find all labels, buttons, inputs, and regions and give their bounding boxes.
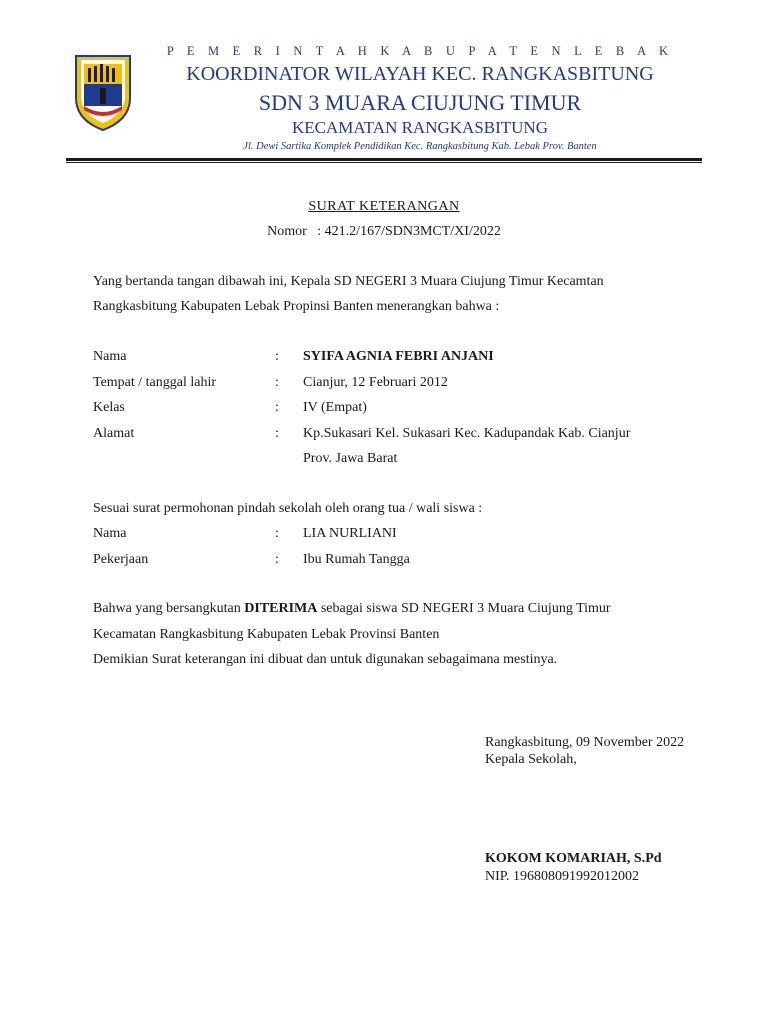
intro-line-2: Rangkasbitung Kabupaten Lebak Propinsi Banten menerangkan bahwa : xyxy=(93,299,500,314)
letter-title: SURAT KETERANGAN xyxy=(308,199,460,214)
header-address: Jl. Dewi Sartika Komplek Pendidikan Kec. Rangkasbitung Kab. Lebak Prov. Banten xyxy=(243,141,597,152)
decision-line-2: Kecamatan Rangkasbitung Kabupaten Lebak Provinsi Banten xyxy=(93,627,440,642)
header-school-name: SDN 3 MUARA CIUJUNG TIMUR xyxy=(258,90,582,115)
decision-keyword: DITERIMA xyxy=(244,601,318,616)
signature-name: KOKOM KOMARIAH, S.Pd xyxy=(485,851,662,866)
student-name-row: Nama : SYIFA AGNIA FEBRI ANJANI xyxy=(93,349,494,364)
parent-name-row: Nama : LIA NURLIANI xyxy=(93,526,397,541)
student-address-row: Alamat : Kp.Sukasari Kel. Sukasari Kec. Kadupandak Kab. Cianjur xyxy=(93,426,631,441)
signature-place-date: Rangkasbitung, 09 November 2022 xyxy=(485,735,685,750)
header-government: P E M E R I N T A H K A B U P A T E N L E B A K xyxy=(166,44,674,58)
header-coordinator: KOORDINATOR WILAYAH KEC. RANGKASBITUNG xyxy=(186,63,654,85)
parent-intro: Sesuai surat permohonan pindah sekolah oleh orang tua / wali siswa : xyxy=(93,501,483,516)
letter-number-value: : 421.2/167/SDN3MCT/XI/2022 xyxy=(317,224,501,239)
decision-line-1: Bahwa yang bersangkutan DITERIMA sebagai siswa SD NEGERI 3 Muara Ciujung Timur xyxy=(93,601,611,616)
parent-job-row: Pekerjaan : Ibu Rumah Tangga xyxy=(93,552,410,567)
student-name: SYIFA AGNIA FEBRI ANJANI xyxy=(303,349,494,364)
signature-position: Kepala Sekolah, xyxy=(485,752,577,767)
header-divider-thick xyxy=(66,158,702,161)
student-address-line-2: Prov. Jawa Barat xyxy=(303,451,398,466)
intro-line-1: Yang bertanda tangan dibawah ini, Kepala SD NEGERI 3 Muara Ciujung Timur Kecamtan xyxy=(93,274,604,289)
student-class-row: Kelas : IV (Empat) xyxy=(93,400,367,415)
closing-line: Demikian Surat keterangan ini dibuat dan untuk digunakan sebagaimana mestinya. xyxy=(93,652,558,667)
header-divider-thin xyxy=(66,162,702,163)
student-birth-row: Tempat / tanggal lahir : Cianjur, 12 Februari 2012 xyxy=(93,375,448,390)
letter-number xyxy=(0,224,768,240)
header-district: KECAMATAN RANGKASBITUNG xyxy=(291,118,548,137)
signature-nip: NIP. 196808091992012002 xyxy=(485,869,640,884)
lebak-regency-crest-icon xyxy=(72,52,134,132)
letter-number-label: Nomor xyxy=(267,224,307,239)
